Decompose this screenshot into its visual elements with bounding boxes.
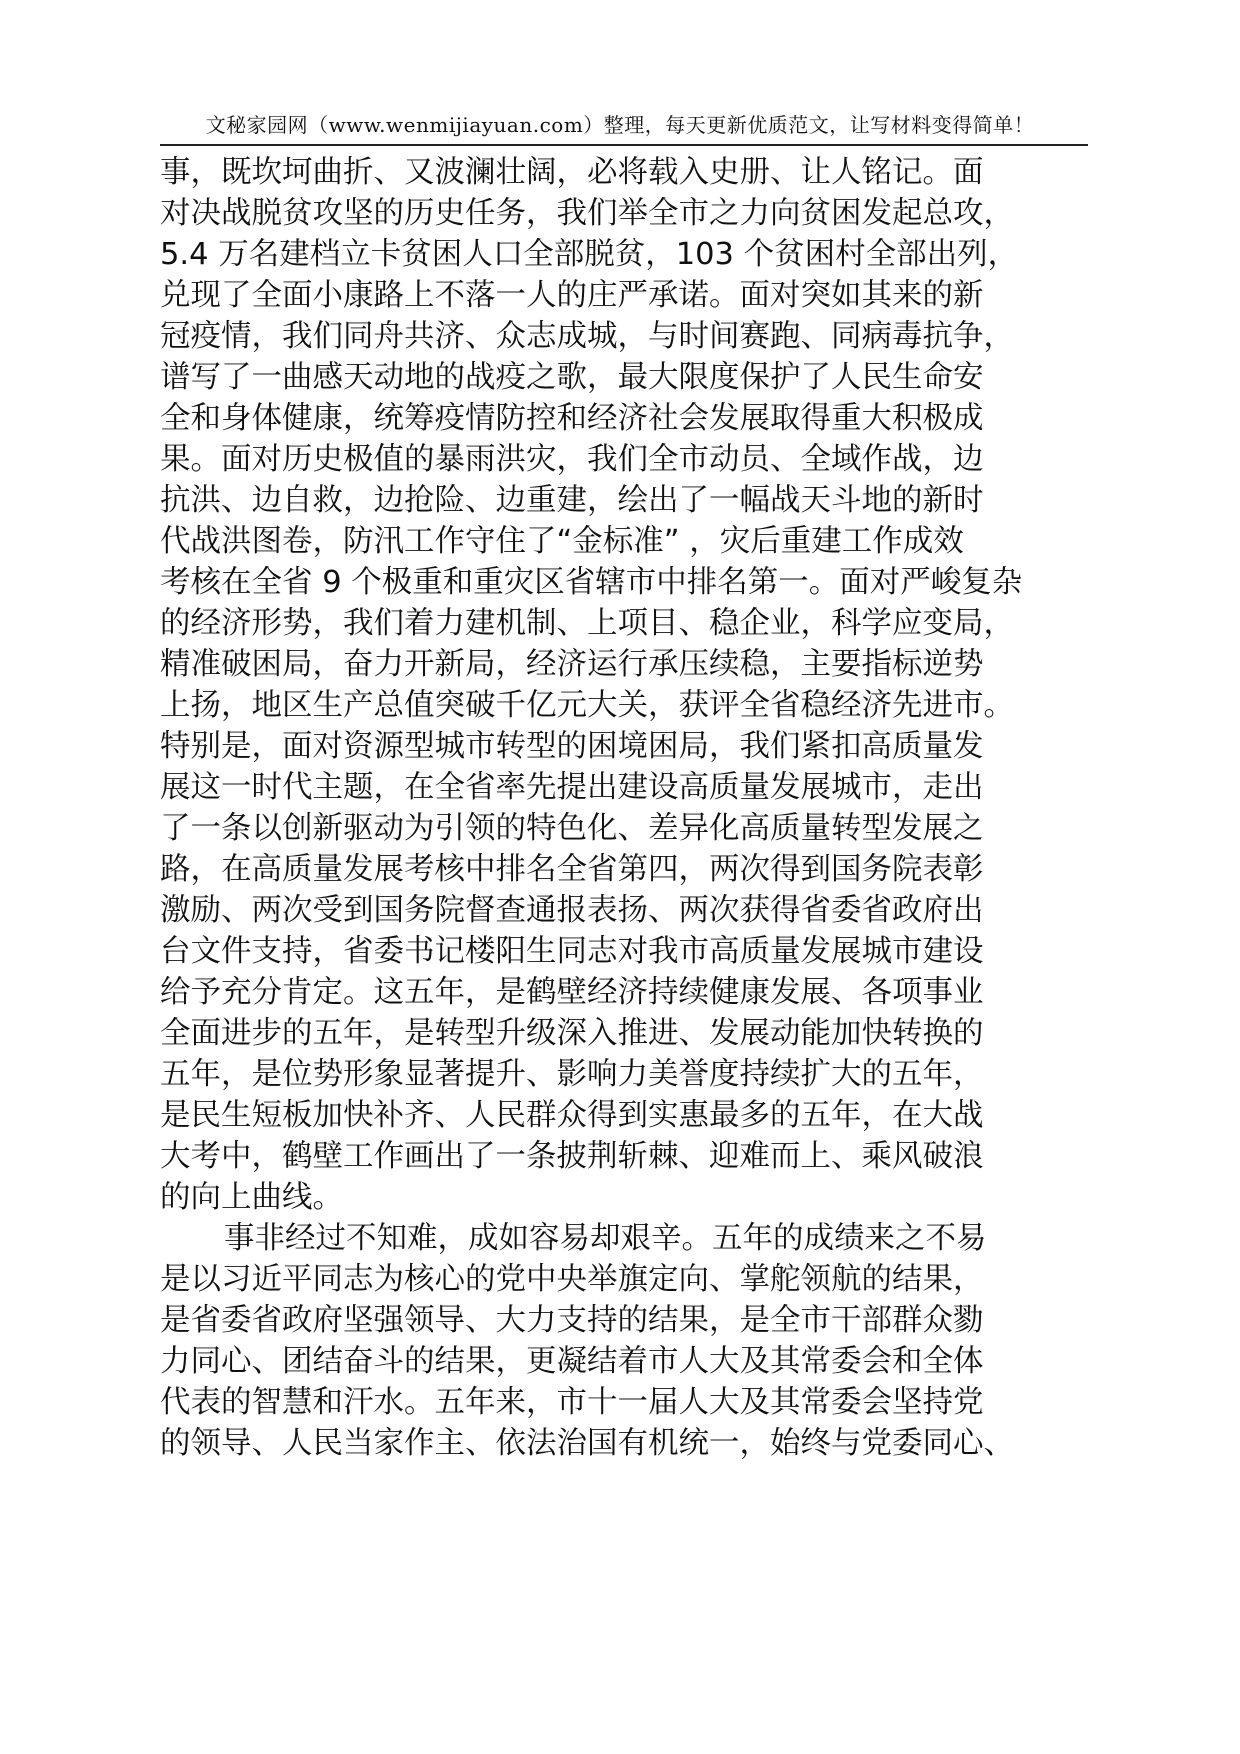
body-line: 对决战脱贫攻坚的历史任务，我们举全市之力向贫困发起总攻， — [160, 196, 1014, 231]
body-line: 了一条以创新驱动为引领的特色化、差异化高质量转型发展之 — [160, 811, 984, 846]
body-line: 谱写了一曲感天动地的战疫之歌，最大限度保护了人民生命安 — [160, 360, 984, 395]
header-divider — [160, 144, 1088, 146]
body-line: 展这一时代主题，在全省率先提出建设高质量发展城市，走出 — [160, 770, 984, 805]
body-line: 路，在高质量发展考核中排名全省第四，两次得到国务院表彰 — [160, 852, 984, 887]
body-line: 冠疫情，我们同舟共济、众志成城，与时间赛跑、同病毒抗争， — [160, 319, 1014, 354]
body-line: 力同心、团结奋斗的结果，更凝结着市人大及其常委会和全体 — [160, 1344, 984, 1379]
body-line: 是以习近平同志为核心的党中央举旗定向、掌舵领航的结果， — [160, 1262, 984, 1297]
body-line: 精准破困局，奋力开新局，经济运行承压续稳，主要指标逆势 — [160, 647, 984, 682]
body-line: 给予充分肯定。这五年，是鹤壁经济持续健康发展、各项事业 — [160, 975, 984, 1010]
body-line: 全面进步的五年，是转型升级深入推进、发展动能加快转换的 — [160, 1016, 984, 1051]
body-line: 兑现了全面小康路上不落一人的庄严承诺。面对突如其来的新 — [160, 278, 984, 313]
body-line: 考核在全省 9 个极重和重灾区省辖市中排名第一。面对严峻复杂 — [160, 565, 1023, 600]
paragraph-start-line: 事非经过不知难，成如容易却艰辛。五年的成绩来之不易 — [224, 1221, 987, 1256]
body-line: 五年，是位势形象显著提升、影响力美誉度持续扩大的五年， — [160, 1057, 984, 1092]
body-line: 全和身体健康，统筹疫情防控和经济社会发展取得重大积极成 — [160, 401, 984, 436]
body-line: 是省委省政府坚强领导、大力支持的结果，是全市干部群众勠 — [160, 1303, 984, 1338]
body-line: 特别是，面对资源型城市转型的困境困局，我们紧扣高质量发 — [160, 729, 984, 764]
body-line: 抗洪、边自救，边抢险、边重建，绘出了一幅战天斗地的新时 — [160, 483, 984, 518]
body-line: 的领导、人民当家作主、依法治国有机统一，始终与党委同心、 — [160, 1426, 1014, 1461]
body-line: 果。面对历史极值的暴雨洪灾，我们全市动员、全域作战，边 — [160, 442, 984, 477]
body-line: 事，既坎坷曲折、又波澜壮阔，必将载入史册、让人铭记。面 — [160, 155, 984, 190]
body-line: 是民生短板加快补齐、人民群众得到实惠最多的五年，在大战 — [160, 1098, 984, 1133]
body-line: 代战洪图卷，防汛工作守住了“金标准” ，灾后重建工作成效 — [160, 524, 964, 559]
body-line: 代表的智慧和汗水。五年来，市十一届人大及其常委会坚持党 — [160, 1385, 984, 1420]
body-line: 台文件支持，省委书记楼阳生同志对我市高质量发展城市建设 — [160, 934, 984, 969]
document-body — [160, 152, 1120, 1464]
body-line: 大考中，鹤壁工作画出了一条披荆斩棘、迎难而上、乘风破浪 — [160, 1139, 984, 1174]
body-line: 上扬，地区生产总值突破千亿元大关，获评全省稳经济先进市。 — [160, 688, 1014, 723]
body-line: 的向上曲线。 — [160, 1180, 343, 1215]
body-line: 激励、两次受到国务院督查通报表扬、两次获得省委省政府出 — [160, 893, 984, 928]
page-header: 文秘家园网（www.wenmijiayuan.com）整理，每天更新优质范文，让写材料变得简单！ — [205, 113, 1035, 137]
body-line: 的经济形势，我们着力建机制、上项目、稳企业，科学应变局， — [160, 606, 1014, 641]
body-line: 5.4 万名建档立卡贫困人口全部脱贫，103 个贫困村全部出列， — [160, 237, 1019, 272]
